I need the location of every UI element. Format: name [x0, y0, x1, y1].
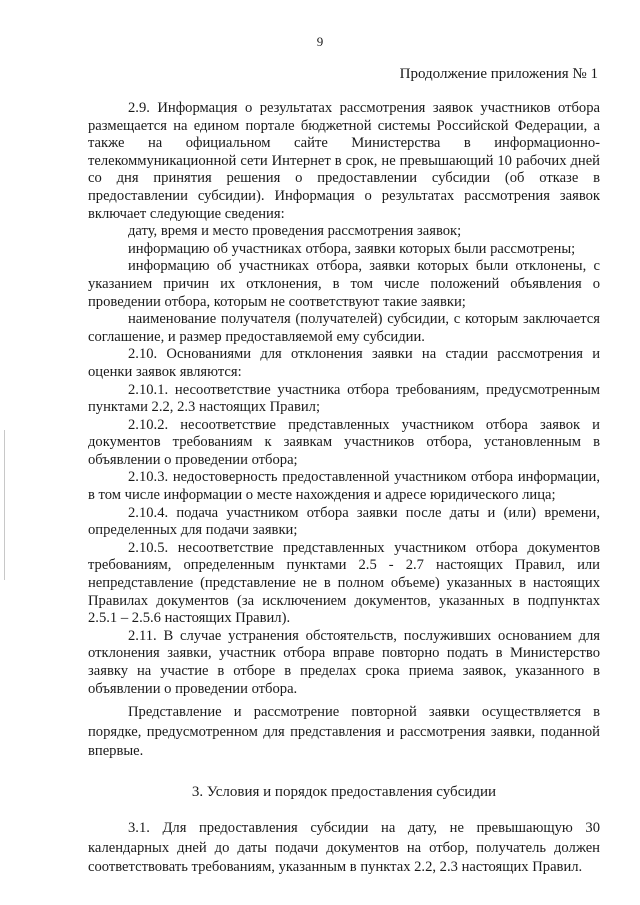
paragraph-3-1: 3.1. Для предоставления субсидии на дату, не превышающую 30 календарных дней до даты подачи документов на отбор, получатель должен соответствовать требованиям, указанным в пунктах 2.2, 2.3 настоящих Правил. [88, 820, 600, 876]
paragraph-2-10-2: 2.10.2. несоответствие представленных участником отбора заявок и документов требованиям к заявкам участников отбора, установленным в объявлении о проведении отбора; [88, 416, 600, 468]
paragraph-2-10: 2.10. Основаниями для отклонения заявки на стадии рассмотрения и оценки заявок являются: [88, 346, 600, 380]
scan-edge-mark [4, 430, 5, 580]
paragraph-2-10-4: 2.10.4. подача участником отбора заявки после даты и (или) времени, определенных для подачи заявки; [88, 504, 600, 539]
section-3-heading: 3. Условия и порядок предоставления субсидии [191, 783, 497, 800]
paragraph-2-11: 2.11. В случае устранения обстоятельств, послуживших основанием для отклонения заявки, участник отбора вправе повторно подать в Министерство заявку на участие в отборе в пределах срока приема заявок, указанного в объявлении о проведении отбора. [88, 627, 600, 697]
list-item-considered-participants: информацию об участниках отбора, заявки которых были рассмотрены; [128, 240, 576, 257]
paragraph-repeat-application: Представление и рассмотрение повторной заявки осуществляется в порядке, предусмотренном для представления и рассмотрения заявки, поданной впервые. [88, 704, 600, 760]
list-item-date-time-place: дату, время и место проведения рассмотрения заявок; [128, 223, 462, 240]
continuation-label: Продолжение приложения № 1 [399, 66, 598, 82]
paragraph-2-10-3: 2.10.3. недостоверность предоставленной участником отбора информации, в том числе информации о месте нахождения и адресе юридического лица; [88, 469, 600, 504]
list-item-recipient-name: наименование получателя (получателей) субсидии, с которым заключается соглашение, и размер предоставляемой ему субсидии. [88, 311, 600, 345]
page-number: 9 [316, 34, 324, 49]
list-item-rejected-participants: информацию об участниках отбора, заявки которых были отклонены, с указанием причин их отклонения, в том числе положений объявления о проведении отбора, которым не соответствуют такие заявки; [88, 258, 600, 310]
document-body [88, 100, 600, 878]
paragraph-2-10-1: 2.10.1. несоответствие участника отбора требованиям, предусмотренным пунктами 2.2, 2.3 настоящих Правил; [88, 381, 600, 416]
paragraph-2-10-5: 2.10.5. несоответствие представленных участником отбора документов требованиям, определенным пунктами 2.5 - 2.7 настоящих Правил, или непредставление (представление не в полном объеме) указанных в настоящих Правилах документов (за исключением документов, указанных в подпунктах 2.5.1 – 2.5.6 настоящих Правил). [88, 539, 600, 627]
paragraph-2-9: 2.9. Информация о результатах рассмотрения заявок участников отбора размещается на едином портале бюджетной системы Российской Федерации, а также на официальном сайте Министерства в информационно-телекоммуникационной сети Интернет в срок, не превышающий 10 рабочих дней со дня принятия решения о предоставлении субсидии (об отказе в предоставлении субсидии). Информация о результатах рассмотрения заявок включает следующие сведения: [88, 100, 600, 222]
